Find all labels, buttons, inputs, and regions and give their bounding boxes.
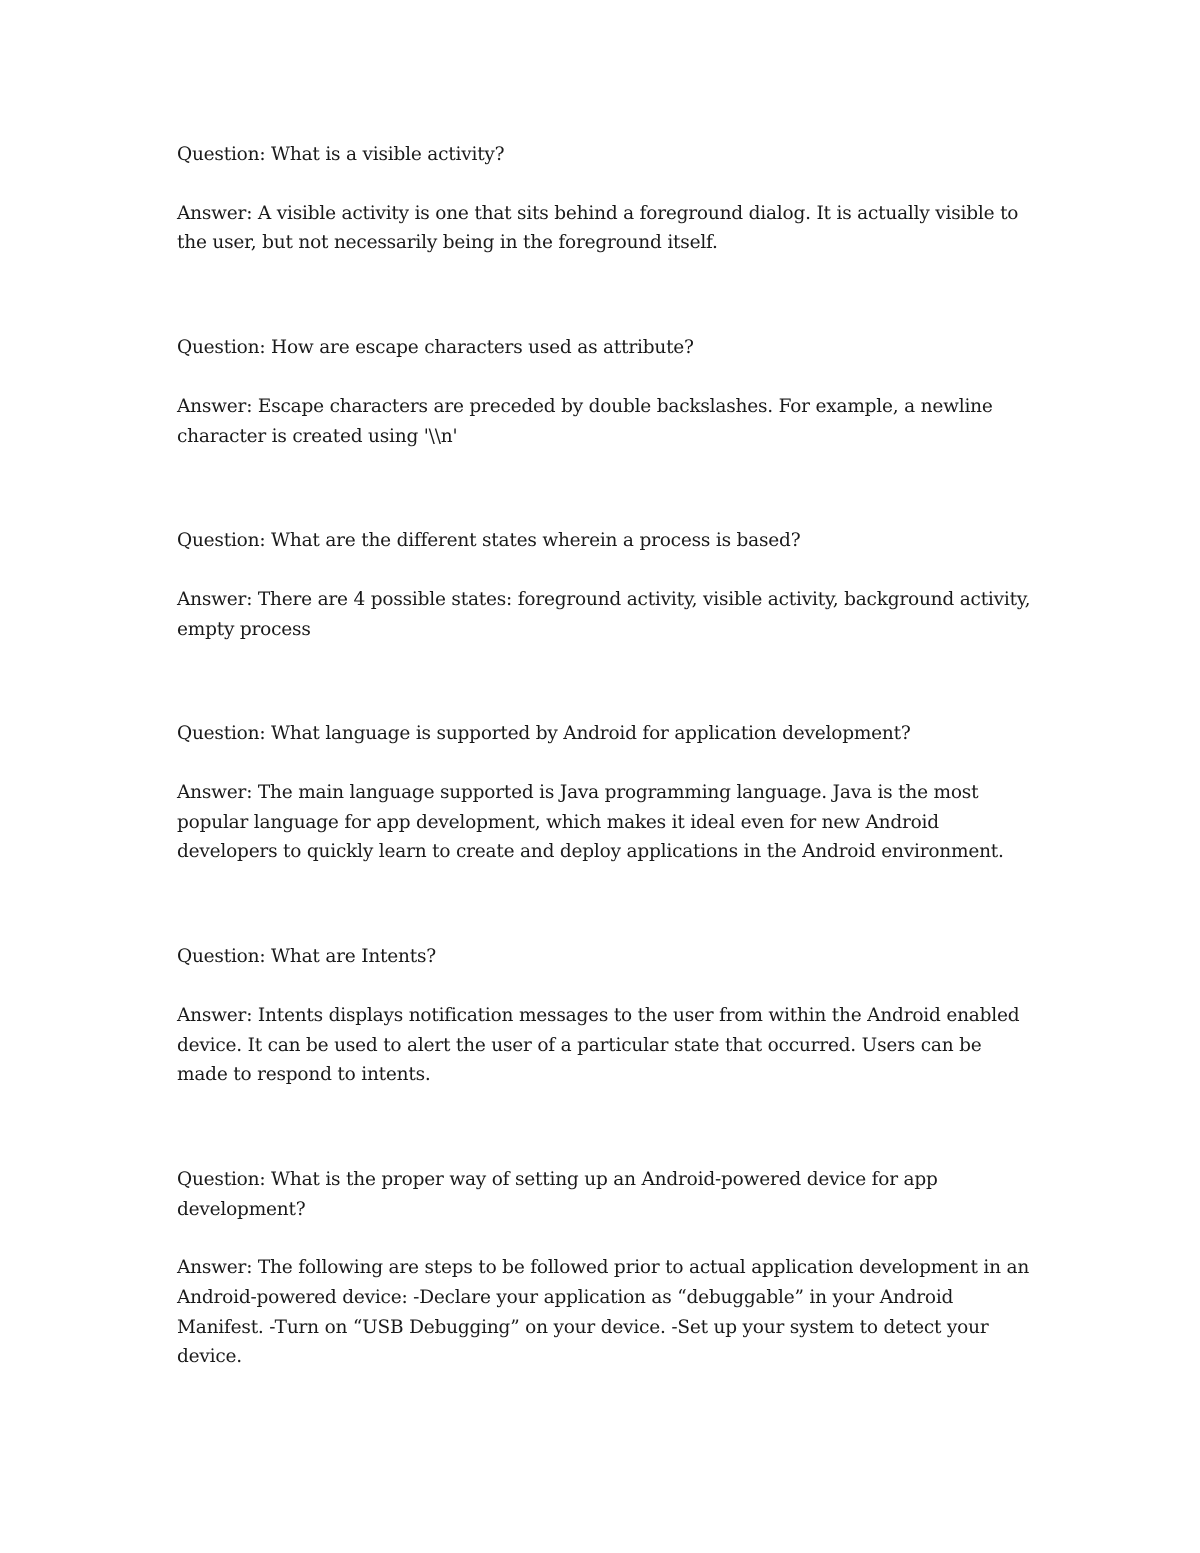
answer-text: Answer: Escape characters are preceded by double backslashes. For example, a newline character is created using '\\n' — [177, 395, 993, 447]
question-text: Question: How are escape characters used as attribute? — [177, 337, 694, 359]
question-text: Question: What is the proper way of setting up an Android-powered device for app development? — [177, 1168, 938, 1220]
answer-text: Answer: Intents displays notification messages to the user from within the Android enabled device. It can be used to alert the user of a particular state that occurred. Users can be made to respond to intents. — [177, 1004, 1020, 1086]
answer-text: Answer: There are 4 possible states: foreground activity, visible activity, background activity, empty process — [177, 588, 1031, 640]
answer-text: Answer: The following are steps to be followed prior to actual application development in an Android-powered device: -Declare your application as “debuggable” in your Android Manifest. -Turn on “USB Debugging” on your device. -Set up your system to detect your device. — [177, 1257, 1030, 1368]
qa-item-supported-language — [177, 719, 1037, 867]
answer-text: Answer: The main language supported is Java programming language. Java is the most popular language for app development, which makes it ideal even for new Android developers to quickly learn to create and deploy applications in the Android environment. — [177, 782, 1004, 863]
qa-item-intents — [177, 942, 1037, 1090]
answer-text: Answer: A visible activity is one that sits behind a foreground dialog. It is actually visible to the user, but not necessarily being in the foreground itself. — [177, 202, 1019, 254]
qa-item-escape-characters — [177, 333, 1037, 451]
question-text: Question: What are Intents? — [177, 946, 436, 968]
question-text: Question: What is a visible activity? — [177, 144, 505, 165]
question-text: Question: What are the different states wherein a process is based? — [177, 530, 801, 552]
question-text: Question: What language is supported by Android for application development? — [177, 723, 911, 745]
document-body — [177, 140, 1037, 1447]
qa-item-process-states — [177, 526, 1037, 644]
qa-item-visible-activity — [177, 140, 1037, 258]
qa-item-device-setup — [177, 1165, 1037, 1372]
